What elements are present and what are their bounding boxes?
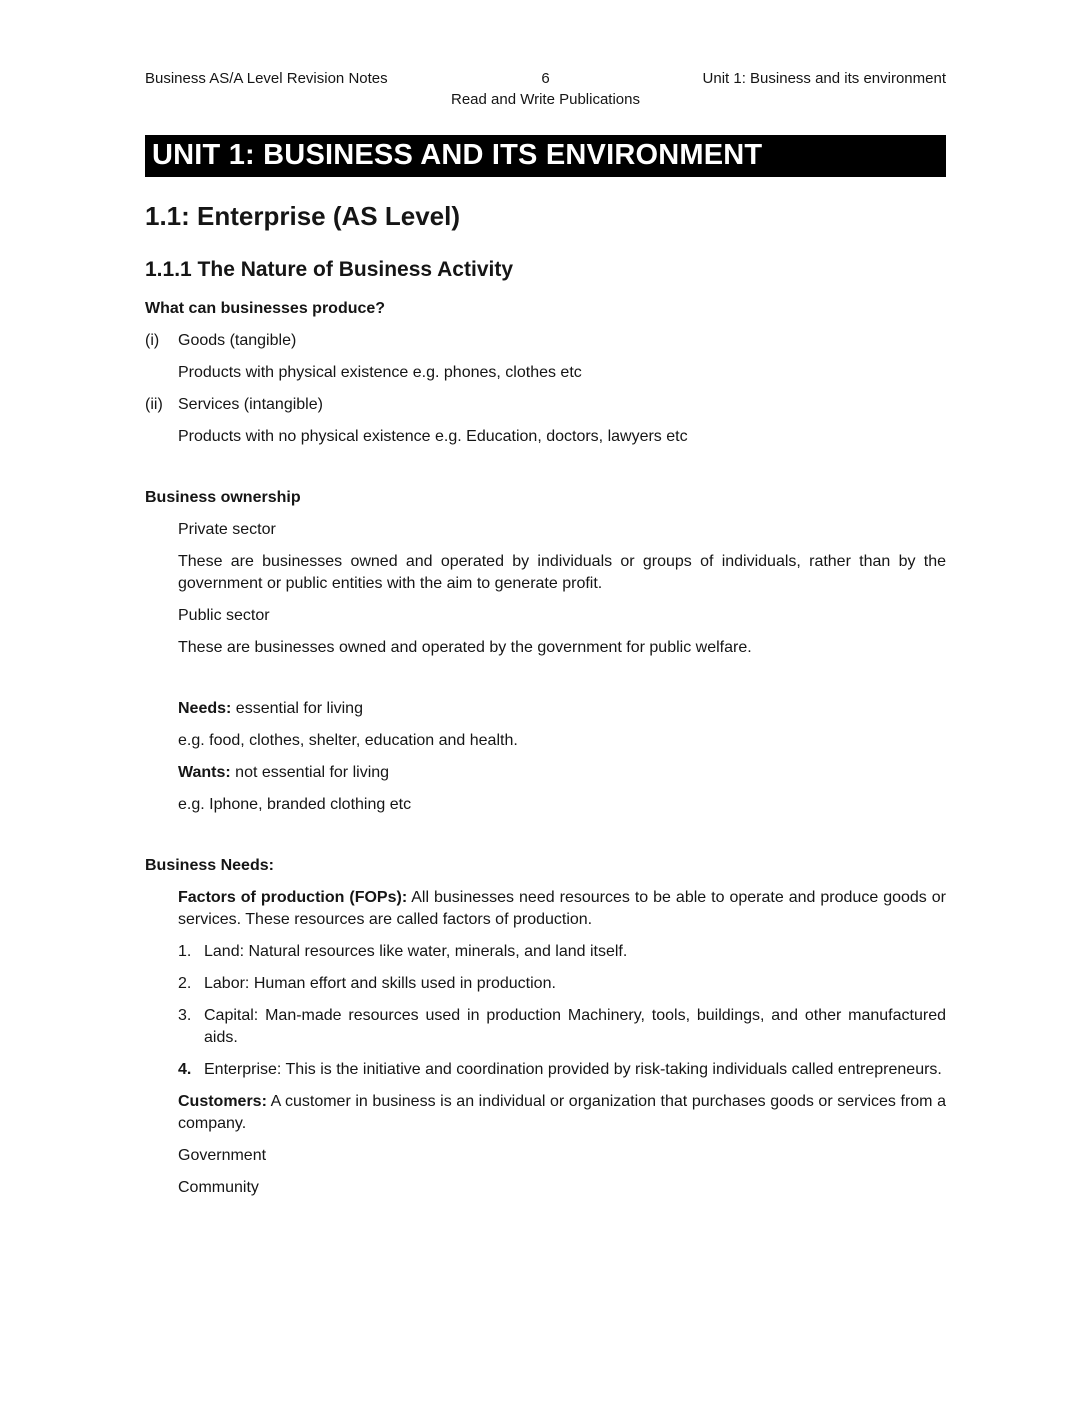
subsection-title: 1.1.1 The Nature of Business Activity <box>145 258 514 281</box>
bullet-item-public-sector <box>145 605 946 627</box>
fop-label: Factors of production (FOPs): <box>178 889 408 906</box>
private-sector-description: These are businesses owned and operated by individuals or groups of individuals, rather than by the government or public entities with the aim to generate profit. <box>178 553 946 592</box>
number-marker: 1. <box>178 943 192 960</box>
list-item-services <box>145 394 946 416</box>
section-title: 1.1: Enterprise (AS Level) <box>145 201 460 231</box>
list-marker: (ii) <box>145 396 163 413</box>
list-item-title: Goods (tangible) <box>178 332 297 349</box>
wants-line <box>178 762 946 784</box>
services-description: Products with no physical existence e.g. Education, doctors, lawyers etc <box>178 428 688 445</box>
bullet-item-fop <box>145 887 946 931</box>
header-document-title: Business AS/A Level Revision Notes <box>145 70 388 87</box>
unit-banner: UNIT 1: BUSINESS AND ITS ENVIRONMENT <box>145 135 946 177</box>
header-unit-title: Unit 1: Business and its environment <box>702 70 946 87</box>
fop-item-labor <box>178 973 946 995</box>
bullet-icon <box>145 1177 178 1199</box>
publisher-name: Read and Write Publications <box>451 91 640 108</box>
ownership-heading: Business ownership <box>145 489 301 506</box>
public-sector-description: These are businesses owned and operated by the government for public welfare. <box>178 639 752 656</box>
needs-line <box>178 698 946 720</box>
fop-item-text: Capital: Man-made resources used in production Machinery, tools, buildings, and other manufactured aids. <box>204 1007 946 1046</box>
bullet-item-government <box>145 1145 946 1167</box>
bullet-title: Public sector <box>178 607 270 624</box>
bullet-icon <box>145 605 178 627</box>
list-item-title: Services (intangible) <box>178 396 323 413</box>
list-item-goods <box>145 330 946 352</box>
bullet-title: Community <box>178 1179 259 1196</box>
header-center <box>451 70 640 109</box>
customers-label: Customers: <box>178 1093 267 1110</box>
list-marker: (i) <box>145 332 160 349</box>
wants-text: not essential for living <box>230 764 390 781</box>
document-body <box>145 298 946 1199</box>
bullet-icon <box>145 1091 178 1135</box>
needs-text: essential for living <box>231 700 363 717</box>
fop-item-land <box>178 941 946 963</box>
number-marker: 2. <box>178 975 192 992</box>
wants-example: e.g. Iphone, branded clothing etc <box>178 796 412 813</box>
customers-paragraph <box>178 1091 946 1135</box>
needs-example: e.g. food, clothes, shelter, education and health. <box>178 732 518 749</box>
bullet-title: Private sector <box>178 521 276 538</box>
produce-question: What can businesses produce? <box>145 300 386 317</box>
fop-text: All businesses need resources to be able to operate and produce goods or services. These resources are called factors of production. <box>178 889 947 928</box>
bullet-title: Government <box>178 1147 267 1164</box>
bullet-icon <box>145 519 178 541</box>
fop-paragraph <box>178 887 946 931</box>
fop-item-text: Land: Natural resources like water, minerals, and land itself. <box>204 943 628 960</box>
page-number: 6 <box>541 70 550 87</box>
bullet-item-private-sector <box>145 519 946 541</box>
bullet-icon <box>145 887 178 931</box>
wants-label: Wants: <box>178 764 231 781</box>
business-needs-heading: Business Needs: <box>145 857 274 874</box>
number-marker: 4. <box>178 1061 192 1078</box>
customers-text: A customer in business is an individual or organization that purchases goods or services from a company. <box>178 1093 946 1132</box>
fop-item-enterprise <box>178 1059 946 1081</box>
fop-item-text: Enterprise: This is the initiative and coordination provided by risk-taking individuals called entrepreneurs. <box>204 1061 942 1078</box>
bullet-icon <box>145 1145 178 1167</box>
needs-label: Needs: <box>178 700 232 717</box>
fop-item-capital <box>178 1005 946 1049</box>
goods-description: Products with physical existence e.g. phones, clothes etc <box>178 364 582 381</box>
page-header <box>145 70 946 109</box>
bullet-item-community <box>145 1177 946 1199</box>
fop-item-text: Labor: Human effort and skills used in production. <box>204 975 556 992</box>
number-marker: 3. <box>178 1007 192 1024</box>
bullet-item-customers <box>145 1091 946 1135</box>
